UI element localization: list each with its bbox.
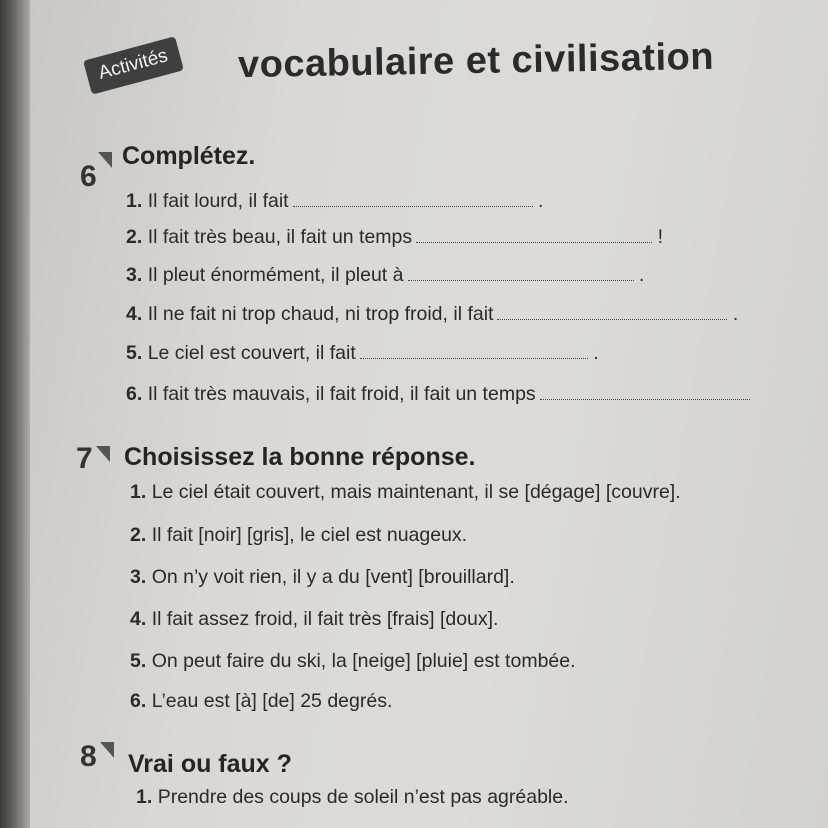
exercise-6-number: 6 [80, 160, 97, 193]
exercise-6-item: 4. Il ne fait ni trop chaud, ni trop froid, il fait . [126, 303, 739, 325]
exercise-7-item: 3. On n’y voit rien, il y a du [vent] [brouillard]. [130, 566, 515, 588]
exercise-6-item: 5. Le ciel est couvert, il fait . [126, 342, 599, 364]
book-spine-shadow [0, 0, 34, 828]
page-title: vocabulaire et civilisation [237, 35, 715, 87]
exercise-8-title: Vrai ou faux ? [128, 750, 292, 778]
answer-blank[interactable] [416, 241, 652, 243]
answer-blank[interactable] [408, 279, 634, 281]
exercise-7-item: 2. Il fait [noir] [gris], le ciel est nuageux. [130, 524, 468, 546]
exercise-flag-icon [96, 446, 110, 462]
activites-badge: Activités [83, 36, 184, 94]
answer-blank[interactable] [360, 357, 588, 359]
exercise-7-number: 7 [76, 442, 93, 475]
exercise-7-item: 4. Il fait assez froid, il fait très [frais] [doux]. [130, 608, 499, 630]
answer-blank[interactable] [497, 318, 727, 320]
answer-blank[interactable] [293, 205, 533, 207]
exercise-7-item: 5. On peut faire du ski, la [neige] [pluie] est tombée. [130, 650, 576, 672]
answer-blank[interactable] [540, 398, 750, 400]
exercise-7-item: 6. L’eau est [à] [de] 25 degrés. [130, 690, 393, 712]
exercise-6-item: 1. Il fait lourd, il fait . [126, 190, 544, 212]
exercise-7-item: 1. Le ciel était couvert, mais maintenant, il se [dégage] [couvre]. [130, 481, 681, 503]
exercise-6-item: 2. Il fait très beau, il fait un temps ! [126, 226, 663, 248]
exercise-6-item: 6. Il fait très mauvais, il fait froid, il fait un temps [126, 383, 750, 406]
exercise-6-item: 3. Il pleut énormément, il pleut à . [126, 264, 645, 286]
exercise-8-item: 1. Prendre des coups de soleil n’est pas agréable. [136, 786, 569, 808]
exercise-8-number: 8 [80, 740, 97, 773]
exercise-flag-icon [100, 742, 114, 758]
exercise-6-title: Complétez. [122, 142, 256, 170]
exercise-7-title: Choisissez la bonne réponse. [124, 443, 476, 471]
exercise-flag-icon [98, 152, 112, 168]
